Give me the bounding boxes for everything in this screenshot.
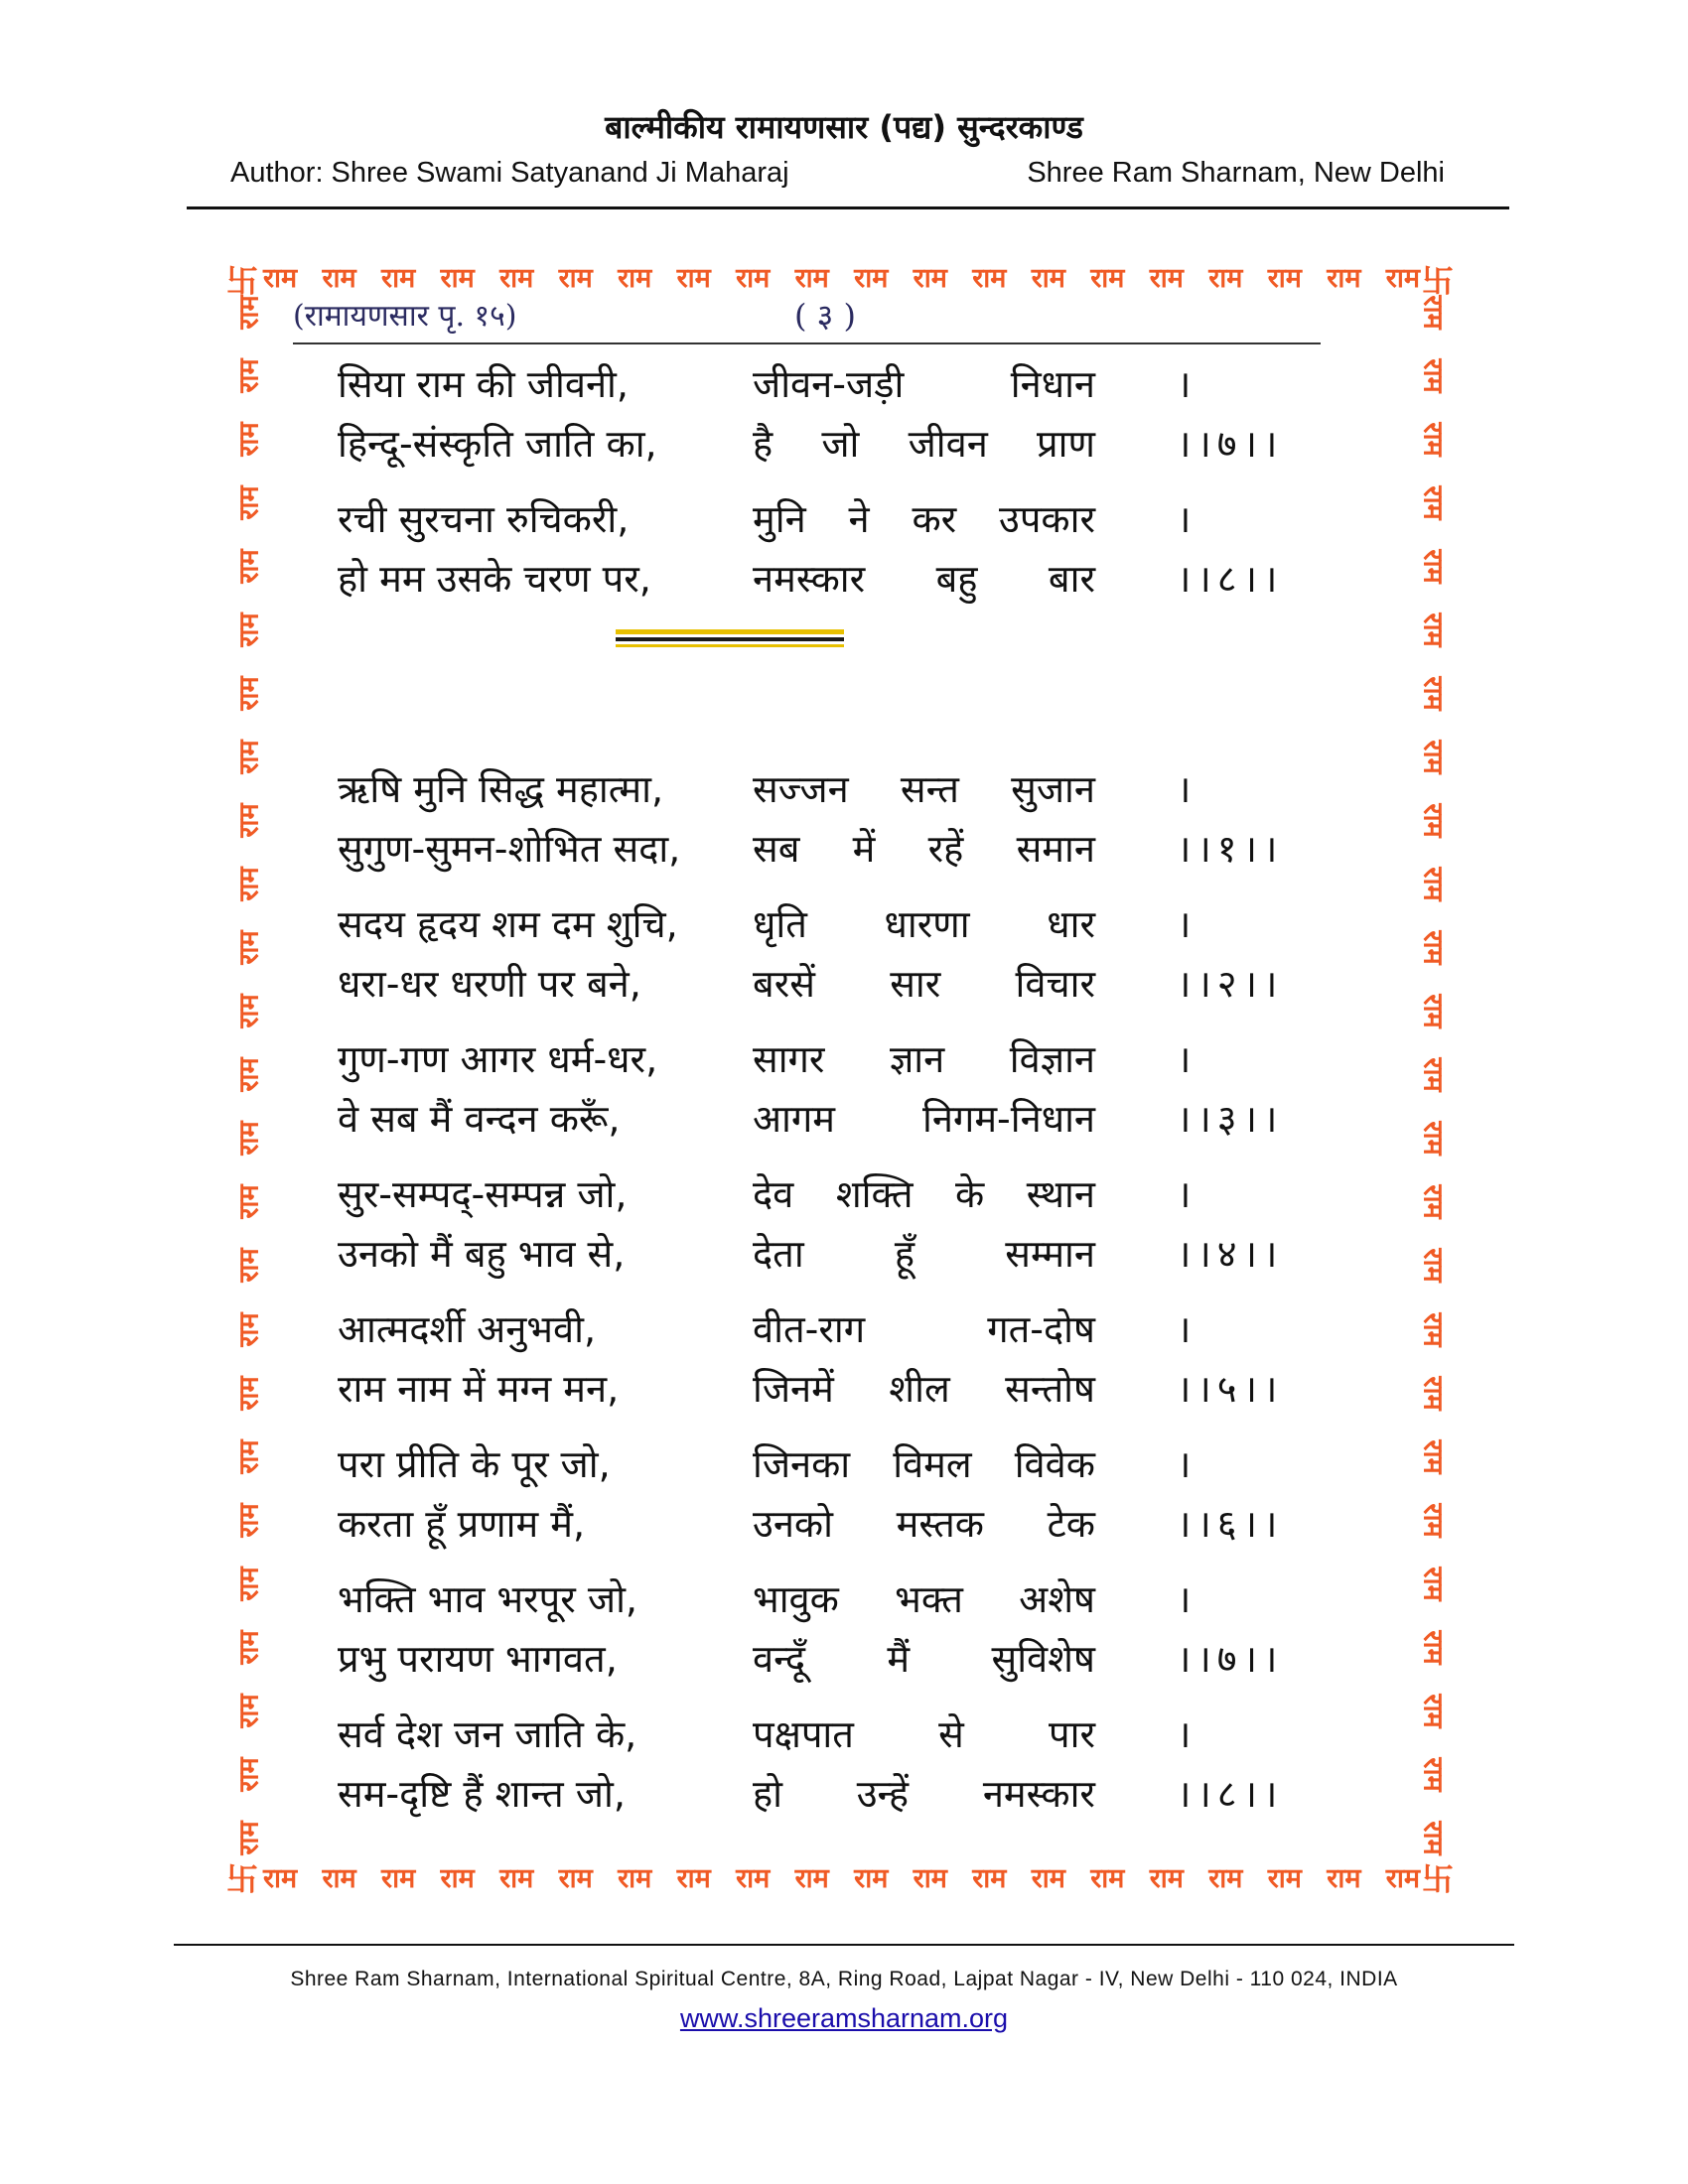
verse-first-half: वे सब मैं वन्दन करूँ,: [338, 1097, 621, 1141]
verse-word: है: [753, 422, 774, 466]
border-word: राम: [233, 676, 265, 711]
border-word: राम: [1417, 1630, 1449, 1665]
border-word: राम: [913, 1862, 947, 1894]
website-link[interactable]: [0, 2003, 1688, 2034]
verse-end-mark: ।: [1177, 1712, 1197, 1756]
verse-second-half: [753, 762, 1095, 814]
border-word: राम: [233, 485, 265, 520]
verse-first-half: हिन्दू-संस्कृति जाति का,: [338, 422, 657, 466]
verse-second-half: [753, 1707, 1095, 1759]
verse-line: [338, 1632, 1331, 1692]
verse-word: धृति: [753, 902, 807, 946]
footer-divider: [174, 1944, 1514, 1946]
border-word: राम: [1090, 262, 1125, 294]
verse-word: वीत-राग: [753, 1307, 866, 1351]
border-word: राम: [1417, 1311, 1449, 1347]
verse-line: [338, 552, 1331, 612]
border-word: राम: [1417, 1184, 1449, 1220]
verse-word: पक्षपात: [753, 1712, 854, 1756]
verse-second-half: [753, 1437, 1095, 1489]
border-word: राम: [1417, 676, 1449, 711]
verse-word: पार: [1049, 1712, 1095, 1756]
border-word: राम: [1208, 1862, 1243, 1894]
border-word: राम: [1417, 1057, 1449, 1092]
border-word: राम: [233, 740, 265, 774]
website-link-text[interactable]: www.shreeramsharnam.org: [679, 2003, 1009, 2033]
verse-line: [338, 957, 1331, 1017]
border-word: राम: [263, 262, 298, 294]
verse-word: विमल: [893, 1442, 972, 1486]
verse-word: सार: [890, 962, 941, 1006]
border-word: राम: [618, 262, 652, 294]
border-word: राम: [233, 1375, 265, 1411]
border-word: राम: [233, 1184, 265, 1220]
border-word: राम: [233, 1821, 265, 1855]
verse-end-mark: ।।५।।: [1177, 1367, 1284, 1411]
border-word: राम: [440, 262, 475, 294]
border-word: राम: [233, 549, 265, 584]
verse-word: गत-दोष: [987, 1307, 1095, 1351]
verse-word: विवेक: [1014, 1442, 1095, 1486]
verse-block: [338, 357, 1331, 1827]
border-word: राम: [233, 1503, 265, 1538]
border-word: राम: [1267, 1862, 1302, 1894]
verse-end-mark: ।।४।।: [1177, 1232, 1284, 1276]
verse-end-mark: ।: [1177, 1037, 1197, 1081]
verse-first-half: सिया राम की जीवनी,: [338, 362, 629, 406]
header-divider: [187, 206, 1509, 209]
border-word: राम: [1417, 803, 1449, 838]
verse-line: [338, 1437, 1331, 1497]
border-word: राम: [233, 295, 265, 330]
verse-first-half: राम नाम में मग्न मन,: [338, 1367, 620, 1411]
border-word: राम: [233, 1121, 265, 1156]
corner-symbol-top-left: 卐: [226, 262, 259, 300]
border-word: राम: [1385, 262, 1420, 294]
verse-second-half: [753, 492, 1095, 544]
verse-word: आगम: [753, 1097, 835, 1141]
border-word: राम: [854, 262, 889, 294]
verse-end-mark: ।।८।।: [1177, 557, 1284, 601]
verse-word: भावुक: [753, 1577, 839, 1621]
verse-second-half: [753, 417, 1095, 469]
verse-word: सुविशेष: [991, 1637, 1095, 1681]
verse-word: उपकार: [999, 497, 1095, 541]
border-left: [222, 294, 272, 1856]
verse-word: हूँ: [894, 1232, 915, 1276]
document-title: बाल्मीकीय रामायणसार (पद्य) सुन्दरकाण्ड: [605, 108, 1083, 146]
border-top: [263, 256, 1420, 296]
border-word: राम: [736, 1862, 771, 1894]
verse-line: [338, 762, 1331, 822]
border-word: राम: [1417, 867, 1449, 901]
verse-word: जिनमें: [753, 1367, 834, 1411]
verse-word: जीवन: [908, 422, 988, 466]
border-word: राम: [913, 262, 947, 294]
verse-first-half: हो मम उसके चरण पर,: [338, 557, 651, 601]
verse-first-half: रची सुरचना रुचिकरी,: [338, 497, 630, 541]
border-word: राम: [1417, 1121, 1449, 1156]
verse-word: प्राण: [1037, 422, 1095, 466]
verse-end-mark: ।: [1177, 902, 1197, 946]
verse-first-half: सुर-सम्पद्-सम्पन्न जो,: [338, 1172, 628, 1216]
verse-first-half: गुण-गण आगर धर्म-धर,: [338, 1037, 658, 1081]
verse-word: टेक: [1047, 1502, 1095, 1546]
verse-line: [338, 1092, 1331, 1152]
border-word: राम: [1417, 1694, 1449, 1728]
verse-word: अशेष: [1019, 1577, 1095, 1621]
border-word: राम: [1417, 930, 1449, 965]
verse-first-half: भक्ति भाव भरपूर जो,: [338, 1577, 638, 1621]
border-word: राम: [558, 262, 593, 294]
verse-first-half: उनको मैं बहु भाव से,: [338, 1232, 626, 1276]
verse-word: नमस्कार: [753, 557, 866, 601]
verse-line: [338, 417, 1331, 477]
border-word: राम: [233, 1757, 265, 1792]
verse-word: नमस्कार: [982, 1772, 1095, 1816]
verse-end-mark: ।।८।।: [1177, 1772, 1284, 1816]
border-word: राम: [233, 1567, 265, 1601]
verse-end-mark: ।: [1177, 1442, 1197, 1486]
verse-end-mark: ।।१।।: [1177, 827, 1284, 871]
source-reference: (रामायणसार पृ. १५): [293, 299, 517, 334]
verse-first-half: परा प्रीति के पूर जो,: [338, 1442, 611, 1486]
border-word: राम: [322, 1862, 356, 1894]
verse-end-mark: ।: [1177, 767, 1197, 811]
verse-line: [338, 492, 1331, 552]
verse-word: धारणा: [884, 902, 970, 946]
border-word: राम: [233, 1057, 265, 1092]
verse-word: सम्मान: [1005, 1232, 1095, 1276]
verse-end-mark: ।।३।।: [1177, 1097, 1284, 1141]
border-word: राम: [1417, 295, 1449, 330]
border-word: राम: [1327, 1862, 1361, 1894]
border-word: राम: [233, 994, 265, 1028]
verse-first-half: आत्मदर्शी अनुभवी,: [338, 1307, 597, 1351]
verse-second-half: [753, 822, 1095, 874]
border-word: राम: [233, 1630, 265, 1665]
verse-word: ने: [848, 497, 870, 541]
verse-second-half: [753, 1572, 1095, 1624]
verse-word: जो: [821, 422, 860, 466]
verse-word: निगम-निधान: [922, 1097, 1095, 1141]
border-word: राम: [1031, 1862, 1065, 1894]
border-word: राम: [1417, 1567, 1449, 1601]
verse-word: ज्ञान: [889, 1037, 945, 1081]
border-word: राम: [233, 930, 265, 965]
verse-word: मुनि: [753, 497, 806, 541]
border-word: राम: [1417, 485, 1449, 520]
border-word: राम: [854, 1862, 889, 1894]
verse-first-half: सदय हृदय शम दम शुचि,: [338, 902, 678, 946]
border-word: राम: [558, 1862, 593, 1894]
verse-word: उन्हें: [856, 1772, 910, 1816]
verse-word: देता: [753, 1232, 804, 1276]
border-word: राम: [1417, 1375, 1449, 1411]
border-word: राम: [1417, 740, 1449, 774]
border-word: राम: [794, 1862, 829, 1894]
border-word: राम: [794, 262, 829, 294]
border-word: राम: [233, 358, 265, 393]
corner-symbol-top-right: 卐: [1422, 262, 1455, 300]
verse-word: के: [955, 1172, 985, 1216]
border-word: राम: [233, 1438, 265, 1474]
verse-word: जीवन-जड़ी: [753, 362, 905, 406]
border-word: राम: [1031, 262, 1065, 294]
verse-line: [338, 1572, 1331, 1632]
verse-word: रहें: [927, 827, 964, 871]
verse-line: [338, 357, 1331, 417]
corner-symbol-bottom-left: 卐: [226, 1860, 259, 1898]
border-word: राम: [1417, 422, 1449, 457]
corner-symbol-bottom-right: 卐: [1422, 1860, 1455, 1898]
border-word: राम: [1385, 1862, 1420, 1894]
border-word: राम: [233, 613, 265, 647]
verse-word: मस्तक: [896, 1502, 984, 1546]
border-word: राम: [1327, 262, 1361, 294]
border-word: राम: [263, 1862, 298, 1894]
verse-second-half: [753, 1032, 1095, 1084]
verse-end-mark: ।: [1177, 362, 1197, 406]
verse-word: सब: [753, 827, 800, 871]
verse-line: [338, 1767, 1331, 1827]
verse-word: विचार: [1015, 962, 1095, 1006]
border-word: राम: [381, 262, 416, 294]
verse-word: सागर: [753, 1037, 825, 1081]
verse-first-half: ऋषि मुनि सिद्ध महात्मा,: [338, 767, 664, 811]
verse-word: विज्ञान: [1009, 1037, 1095, 1081]
border-word: राम: [322, 262, 356, 294]
verse-second-half: [753, 357, 1095, 409]
verse-word: में: [852, 827, 876, 871]
border-word: राम: [736, 262, 771, 294]
border-word: राम: [1149, 262, 1184, 294]
border-word: राम: [1417, 1248, 1449, 1284]
verse-end-mark: ।: [1177, 1172, 1197, 1216]
verse-word: जिनका: [753, 1442, 851, 1486]
border-word: राम: [381, 1862, 416, 1894]
border-word: राम: [233, 1248, 265, 1284]
border-word: राम: [1149, 1862, 1184, 1894]
verse-end-mark: ।।२।।: [1177, 962, 1284, 1006]
organization-line: Shree Ram Sharnam, New Delhi: [1027, 157, 1445, 189]
verse-word: समान: [1016, 827, 1095, 871]
border-word: राम: [618, 1862, 652, 1894]
verse-word: कर: [912, 497, 957, 541]
verse-line: [338, 1032, 1331, 1092]
verse-word: देव: [753, 1172, 794, 1216]
border-word: राम: [676, 262, 711, 294]
border-word: राम: [1417, 1757, 1449, 1792]
verse-second-half: [753, 1632, 1095, 1684]
verse-second-half: [753, 552, 1095, 604]
verse-first-half: प्रभु परायण भागवत,: [338, 1637, 618, 1681]
border-word: राम: [1267, 262, 1302, 294]
verse-first-half: करता हूँ प्रणाम मैं,: [338, 1502, 586, 1546]
verse-first-half: सम-दृष्टि हैं शान्त जो,: [338, 1772, 626, 1816]
border-word: राम: [676, 1862, 711, 1894]
verse-end-mark: ।: [1177, 497, 1197, 541]
verse-line: [338, 822, 1331, 882]
border-word: राम: [233, 1311, 265, 1347]
verse-word: सन्तोष: [1005, 1367, 1095, 1411]
border-word: राम: [499, 262, 534, 294]
verse-word: सुजान: [1011, 767, 1095, 811]
section-separator: [616, 629, 844, 647]
border-right: [1410, 294, 1460, 1856]
border-word: राम: [1417, 1438, 1449, 1474]
verse-line: [338, 1497, 1331, 1557]
verse-word: निधान: [1010, 362, 1095, 406]
page-number: ( ३ ): [794, 297, 856, 335]
verse-word: भक्त: [895, 1577, 963, 1621]
verse-line: [338, 1302, 1331, 1362]
verse-word: बार: [1048, 557, 1095, 601]
border-word: राम: [233, 1694, 265, 1728]
verse-word: हो: [753, 1772, 783, 1816]
verse-end-mark: ।: [1177, 1577, 1197, 1621]
verse-first-half: सुगुण-सुमन-शोभित सदा,: [338, 827, 681, 871]
verse-word: उनको: [753, 1502, 833, 1546]
verse-first-half: सर्व देश जन जाति के,: [338, 1712, 637, 1756]
border-word: राम: [1417, 549, 1449, 584]
verse-line: [338, 1227, 1331, 1287]
verse-word: बहु: [935, 557, 978, 601]
border-word: राम: [972, 262, 1007, 294]
verse-end-mark: ।।७।।: [1177, 1637, 1284, 1681]
verse-second-half: [753, 897, 1095, 949]
verse-second-half: [753, 1167, 1095, 1219]
verse-end-mark: ।: [1177, 1307, 1197, 1351]
verse-second-half: [753, 1497, 1095, 1549]
verse-word: बरसें: [753, 962, 815, 1006]
border-word: राम: [972, 1862, 1007, 1894]
verse-second-half: [753, 1767, 1095, 1819]
verse-end-mark: ।।६।।: [1177, 1502, 1284, 1546]
border-bottom: [263, 1856, 1420, 1896]
verse-second-half: [753, 1302, 1095, 1354]
border-word: राम: [499, 1862, 534, 1894]
verse-line: [338, 1362, 1331, 1422]
border-word: राम: [440, 1862, 475, 1894]
border-word: राम: [233, 422, 265, 457]
verse-word: मैं: [887, 1637, 911, 1681]
border-word: राम: [1417, 358, 1449, 393]
verse-word: स्थान: [1026, 1172, 1095, 1216]
verse-second-half: [753, 957, 1095, 1009]
border-word: राम: [1417, 1503, 1449, 1538]
footer-address: Shree Ram Sharnam, International Spiritual Centre, 8A, Ring Road, Lajpat Nagar - IV, New Delhi - 110 024, INDIA: [290, 1968, 1398, 1990]
verse-word: धार: [1047, 902, 1095, 946]
border-word: राम: [1208, 262, 1243, 294]
verse-second-half: [753, 1362, 1095, 1414]
border-word: राम: [1417, 613, 1449, 647]
border-word: राम: [233, 867, 265, 901]
verse-line: [338, 1707, 1331, 1767]
verse-word: शील: [889, 1367, 950, 1411]
content-top-divider: [293, 342, 1321, 344]
verse-second-half: [753, 1092, 1095, 1144]
border-word: राम: [233, 803, 265, 838]
verse-line: [338, 1167, 1331, 1227]
verse-word: से: [938, 1712, 964, 1756]
border-word: राम: [1090, 1862, 1125, 1894]
border-word: राम: [1417, 994, 1449, 1028]
verse-word: शक्ति: [835, 1172, 914, 1216]
verse-word: सज्जन: [753, 767, 849, 811]
verse-first-half: धरा-धर धरणी पर बने,: [338, 962, 641, 1006]
verse-word: वन्दूँ: [753, 1637, 806, 1681]
author-line: Author: Shree Swami Satyanand Ji Maharaj: [230, 157, 789, 189]
verse-word: सन्त: [900, 767, 959, 811]
verse-end-mark: ।।७।।: [1177, 422, 1284, 466]
border-word: राम: [1417, 1821, 1449, 1855]
verse-second-half: [753, 1227, 1095, 1279]
verse-line: [338, 897, 1331, 957]
